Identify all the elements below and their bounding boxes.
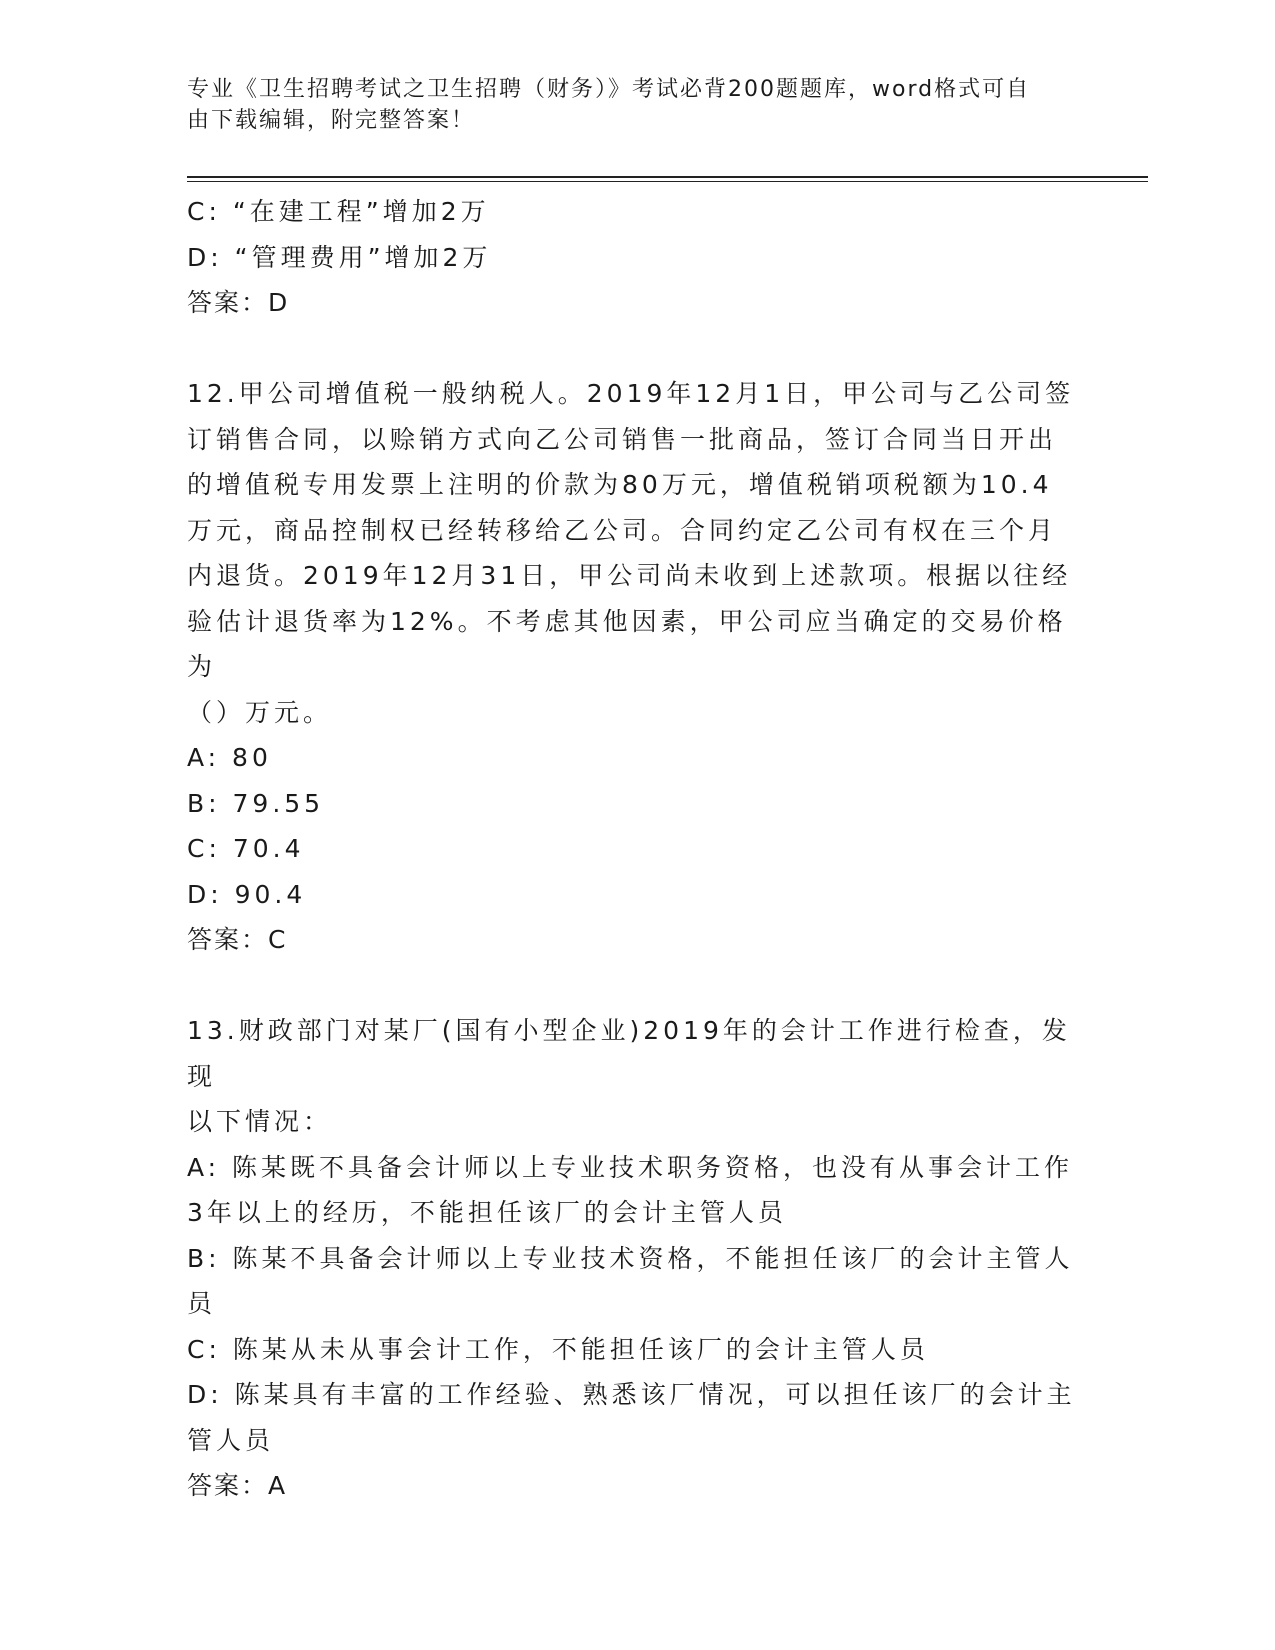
header-divider-thick [187, 176, 1148, 178]
question-text-line: 12.甲公司增值税一般纳税人。2019年12月1日，甲公司与乙公司签 [187, 379, 1075, 408]
option-b-continued: 员 [187, 1289, 217, 1318]
answer: 答案：A [187, 1471, 288, 1500]
header-line-1: 专业《卫生招聘考试之卫生招聘（财务）》考试必背200题题库，word格式可自 [187, 77, 1031, 102]
page-header [187, 74, 1067, 136]
question-text-line: 验估计退货率为12%。不考虑其他因素，甲公司应当确定的交易价格为 [187, 606, 1067, 681]
option-a-continued: 3年以上的经历，不能担任该厂的会计主管人员 [187, 1198, 787, 1227]
option-c: C: 70.4 [187, 834, 305, 863]
question-list [187, 189, 1087, 1509]
option-b: B: 79.55 [187, 788, 325, 818]
option-d: D: “管理费用”增加2万 [187, 242, 492, 272]
spacer [187, 963, 1087, 1009]
question-text-line: 内退货。2019年12月31日，甲公司尚未收到上述款项。根据以往经 [187, 561, 1072, 590]
question-13 [187, 1008, 1087, 1509]
answer: 答案：D [187, 288, 290, 317]
option-d-continued: 管人员 [187, 1425, 275, 1455]
question-text-line: （）万元。 [187, 697, 333, 727]
question-text-line: 的增值税专用发票上注明的价款为80万元，增值税销项税额为10.4 [187, 470, 1053, 499]
option-c: C: “在建工程”增加2万 [187, 197, 490, 226]
option-d: D: 陈某具有丰富的工作经验、熟悉该厂情况，可以担任该厂的会计主 [187, 1380, 1076, 1409]
question-text-line: 万元，商品控制权已经转移给乙公司。合同约定乙公司有权在三个月 [187, 515, 1058, 545]
question-11-tail [187, 189, 1087, 326]
question-text-line: 订销售合同，以赊销方式向乙公司销售一批商品，签订合同当日开出 [187, 424, 1058, 454]
option-a: A: 80 [187, 743, 272, 772]
question-12 [187, 371, 1087, 963]
question-text-line: 以下情况： [187, 1107, 333, 1136]
question-text-line: 13.财政部门对某厂(国有小型企业)2019年的会计工作进行检查，发现 [187, 1016, 1071, 1091]
header-line-2: 由下载编辑，附完整答案！ [187, 108, 476, 133]
spacer [187, 326, 1087, 372]
option-b: B: 陈某不具备会计师以上专业技术资格，不能担任该厂的会计主管人 [187, 1243, 1074, 1273]
header-divider-thin [187, 181, 1148, 182]
answer: 答案：C [187, 925, 288, 954]
option-d: D: 90.4 [187, 879, 307, 909]
option-a: A: 陈某既不具备会计师以上专业技术职务资格，也没有从事会计工作 [187, 1152, 1074, 1182]
option-c: C: 陈某从未从事会计工作，不能担任该厂的会计主管人员 [187, 1334, 929, 1364]
